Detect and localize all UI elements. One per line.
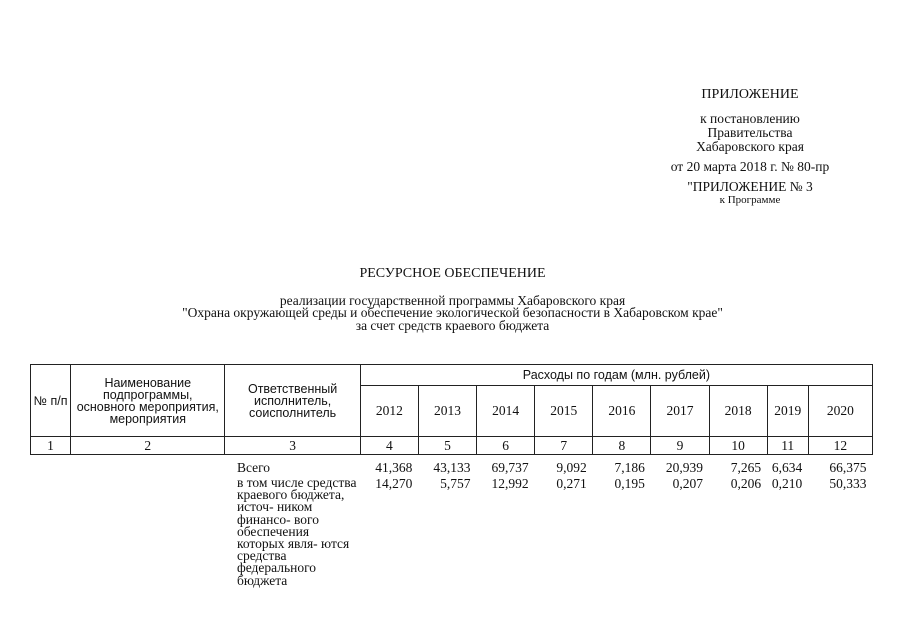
value-cell: 0,206 [730,476,762,491]
year-header: 2020 [808,386,872,437]
year-header: 2017 [651,386,709,437]
column-number: 8 [593,437,651,455]
appendix-3-line: "ПРИЛОЖЕНИЕ № 3 [687,179,813,194]
row-number-cell [31,461,71,474]
column-number: 3 [225,437,360,455]
approval-block [640,88,860,206]
column-number: 2 [71,437,225,455]
heading-line-1: реализации государственной программы Хабаровского края [279,292,626,308]
column-number: 12 [808,437,872,455]
year-header: 2014 [477,386,535,437]
value-cell: 5,757 [440,476,471,491]
value-cell: 0,195 [614,476,645,491]
row-label-federal-funds: в том числе средства краевого бюджета, источ- ником финансо- вого обеспечения которых явля- ются средства федерального бюджета [236,475,357,588]
header-costs-by-year: Расходы по годам (млн. рублей) [360,365,872,386]
header-name: Наименование подпрограммы, основного мероприятия, мероприятия [71,365,225,437]
approval-line-2: Правительства [707,125,793,140]
value-cell: 6,634 [771,460,803,475]
value-cell: 43,133 [433,460,471,475]
column-number-row [31,437,873,455]
row-label-total: Всего [236,460,271,475]
row-name-cell [71,477,225,587]
to-program-line: к Программе [719,194,781,206]
value-cell: 41,368 [375,460,413,475]
approval-title: ПРИЛОЖЕНИЕ [701,87,799,102]
column-number: 5 [418,437,476,455]
year-header: 2019 [767,386,808,437]
column-number: 1 [31,437,71,455]
value-cell: 69,737 [491,460,529,475]
column-number: 7 [535,437,593,455]
header-row [31,365,873,386]
resource-table [30,364,873,587]
heading-line-3: за счет средств краевого бюджета [355,317,550,333]
row-number-cell [31,477,71,587]
value-cell: 7,265 [730,460,762,475]
column-number: 4 [360,437,418,455]
year-header: 2018 [709,386,767,437]
column-number: 6 [477,437,535,455]
table-row-total [31,461,873,474]
year-header: 2016 [593,386,651,437]
column-number: 9 [651,437,709,455]
value-cell: 14,270 [375,476,413,491]
value-cell: 0,271 [556,476,587,491]
year-header: 2015 [535,386,593,437]
approval-line-1: к постановлению [700,111,800,126]
column-number: 11 [767,437,808,455]
row-name-cell [71,461,225,474]
value-cell: 0,210 [771,476,803,491]
value-cell: 50,333 [829,476,867,491]
approval-date-line: от 20 марта 2018 г. № 80-пр [670,159,830,174]
header-responsible: Ответственный исполнитель, соисполнитель [225,365,360,437]
year-header: 2012 [360,386,418,437]
heading-line-2: "Охрана окружающей среды и обеспечение экологической безопасности в Хабаровском крае" [182,305,723,320]
value-cell: 66,375 [829,460,867,475]
value-cell: 12,992 [491,476,529,491]
document-title: РЕСУРСНОЕ ОБЕСПЕЧЕНИЕ [359,266,546,281]
approval-line-3: Хабаровского края [696,139,804,154]
year-header: 2013 [418,386,476,437]
value-cell: 20,939 [665,460,704,475]
value-cell: 9,092 [556,460,587,475]
header-number: № п/п [31,365,71,437]
value-cell: 0,207 [672,476,704,491]
table-row-federal [31,477,873,587]
document-heading [0,268,905,332]
value-cell: 7,186 [614,460,645,475]
column-number: 10 [709,437,767,455]
